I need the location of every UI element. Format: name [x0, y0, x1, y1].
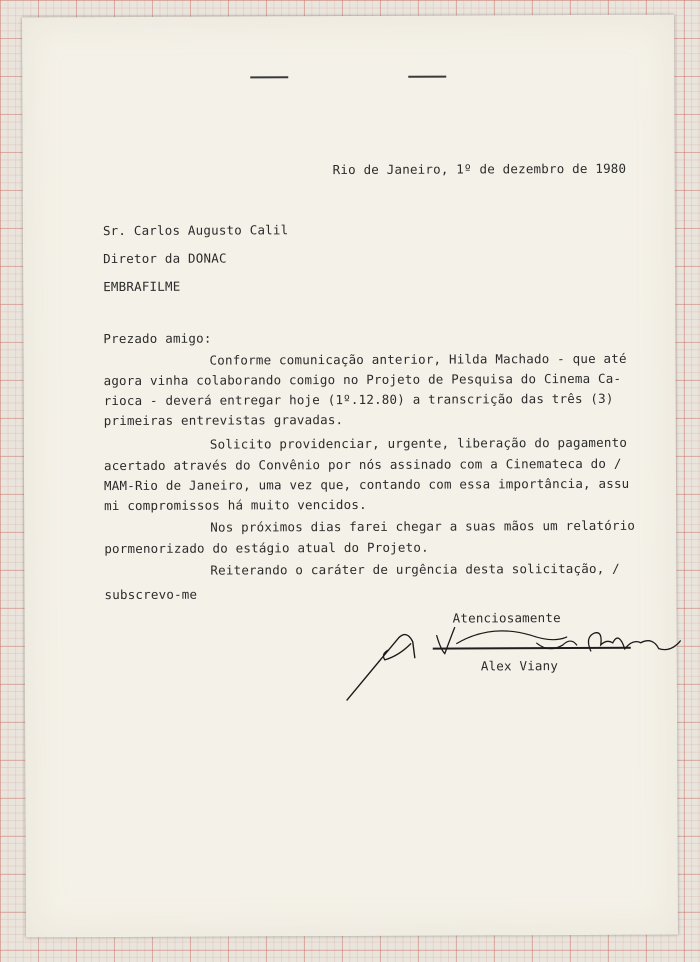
body-line: pormenorizado do estágio atual do Projeto. [104, 539, 429, 557]
recipient-name: Sr. Carlos Augusto Calil [102, 222, 289, 239]
body-line: agora vinha colaborando comigo no Projeto de Pesquisa do Cinema Ca- [103, 370, 622, 389]
body-line: MAM-Rio de Janeiro, uma vez que, contando com essa importância, assu [104, 475, 630, 494]
salutation: Prezado amigo: [103, 330, 212, 347]
body-line: Nos próximos dias farei chegar a suas mãos um relatório [210, 517, 636, 535]
body-line: Solicito providenciar, urgente, liberação do pagamento [209, 434, 628, 452]
signer-name: Alex Viany [480, 658, 559, 674]
body-line: rioca - deverá entregar hoje (1º.12.80) a transcrição das três (3) [103, 390, 614, 409]
body-line: subscrevo-me [104, 586, 198, 603]
body-line: Conforme comunicação anterior, Hilda Machado - que até [209, 350, 627, 368]
date-line: Rio de Janeiro, 1º de dezembro de 1980 [332, 160, 627, 178]
letter-page [22, 15, 678, 938]
recipient-organization: EMBRAFILME [103, 278, 181, 295]
body-line: primeiras entrevistas gravadas. [103, 412, 344, 429]
punch-mark-right [408, 76, 446, 78]
body-line: mi compromissos há muito vencidos. [104, 496, 367, 514]
punch-mark-left [250, 76, 288, 78]
signature-line [433, 647, 631, 650]
body-line: Reiterando o caráter de urgência desta solicitação, / [210, 560, 620, 578]
closing: Atenciosamente [452, 610, 561, 626]
recipient-title: Diretor da DONAC [103, 250, 227, 267]
body-line: acertado através do Convênio por nós assinado com a Cinemateca do / [103, 455, 622, 474]
